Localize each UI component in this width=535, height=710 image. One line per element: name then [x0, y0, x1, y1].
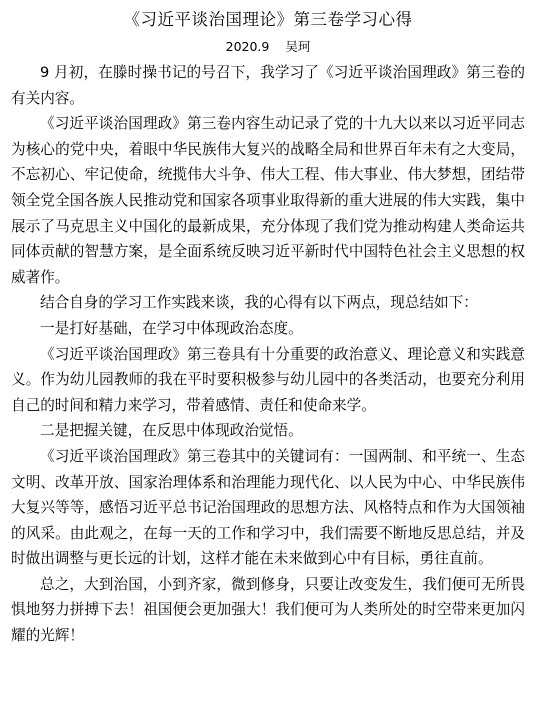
document-body [11, 60, 525, 649]
document-author: 吴珂 [285, 39, 311, 54]
paragraph: 一是打好基础，在学习中体现政治态度。 [40, 319, 303, 337]
paragraph: 9 月初，在滕时操书记的号召下，我学习了《习近平谈治国理政》第三卷的有关内容。 [11, 64, 525, 107]
paragraph: 总之，大到治国，小到齐家，微到修身，只要让改变发生，我们便可无所畏惧地努力拼搏下去！祖国便会更加强大！我们便可为人类所处的时空带来更加闪耀的光辉！ [11, 575, 525, 645]
paragraph: 结合自身的学习工作实践来谈，我的心得有以下两点，现总结如下： [40, 294, 478, 312]
document-title: 《习近平谈治国理论》第三卷学习心得 [123, 10, 413, 29]
paragraph: 二是把握关键，在反思中体现政治觉悟。 [40, 422, 303, 440]
byline [11, 38, 525, 56]
paragraph: 《习近平谈治国理政》第三卷内容生动记录了党的十九大以来以习近平同志为核心的党中央，着眼中华民族伟大复兴的战略全局和世界百年未有之大变局，不忘初心、牢记使命，统揽伟大斗争、伟大工程、伟大事业、伟大梦想，团结带领全党全国各族人民推动党和国家各项事业取得新的重大进展的伟大实践，集中展示了马克思主义中国化的最新成果，充分体现了我们党为推动构建人类命运共同体贡献的智慧方案，是全面系统反映习近平新时代中国特色社会主义思想的权威著作。 [11, 115, 525, 286]
paragraph: 《习近平谈治国理政》第三卷具有十分重要的政治意义、理论意义和实践意义。作为幼儿园教师的我在平时要积极参与幼儿园中的各类活动，也要充分利用自己的时间和精力来学习，带着感情、责任和使命来学。 [11, 345, 525, 414]
document-date: 2020.9 [225, 39, 270, 54]
paragraph: 《习近平谈治国理政》第三卷其中的关键词有：一国两制、和平统一、生态文明、改革开放、国家治理体系和治理能力现代化、以人民为中心、中华民族伟大复兴等等，感悟习近平总书记治国理政的思想方法、风格特点和作为大国领袖的风采。由此观之，在每一天的工作和学习中，我们需要不断地反思总结，并及时做出调整与更长远的计划，这样才能在未来做到心中有目标，勇往直前。 [11, 447, 525, 568]
